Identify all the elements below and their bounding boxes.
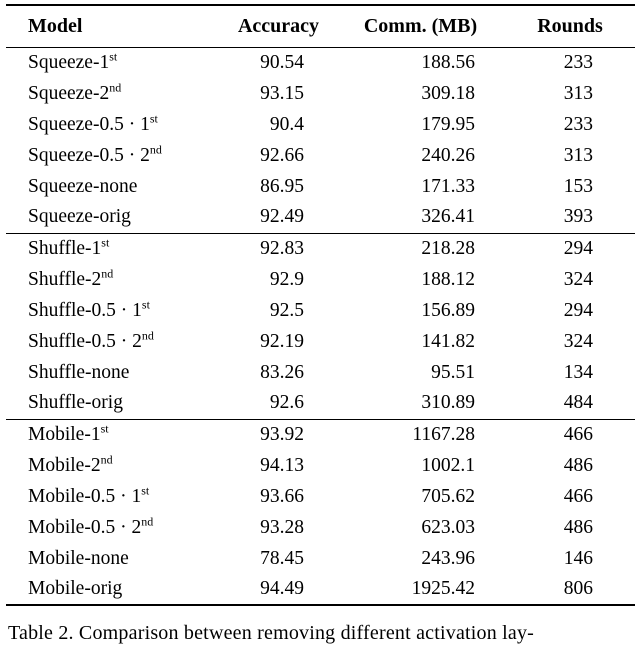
comm-cell: 240.26 bbox=[421, 144, 475, 166]
table-row bbox=[6, 450, 635, 481]
model-cell bbox=[6, 295, 221, 326]
table-row bbox=[6, 78, 635, 109]
accuracy-cell: 86.95 bbox=[260, 175, 304, 197]
comm-cell: 1002.1 bbox=[421, 454, 475, 476]
table-header bbox=[6, 5, 635, 47]
model-name: Shuffle-0.5 · 1 bbox=[28, 299, 142, 321]
accuracy-cell: 94.49 bbox=[260, 578, 304, 599]
rounds-cell: 486 bbox=[563, 454, 593, 476]
ordinal-superscript: st bbox=[100, 421, 109, 436]
model-name: Mobile-0.5 · 1 bbox=[28, 485, 142, 507]
model-cell bbox=[6, 47, 221, 78]
accuracy-cell: 94.13 bbox=[260, 454, 304, 476]
comm-cell: 218.28 bbox=[336, 233, 505, 264]
rounds-cell: 294 bbox=[505, 233, 635, 264]
model-cell bbox=[6, 450, 221, 481]
table-group bbox=[6, 233, 635, 419]
table-row bbox=[6, 543, 635, 574]
accuracy-cell: 92.19 bbox=[260, 330, 304, 352]
header-comm: Comm. (MB) bbox=[336, 5, 505, 47]
table-group bbox=[6, 47, 635, 233]
rounds-cell: 294 bbox=[563, 299, 593, 321]
model-name: Shuffle-none bbox=[28, 361, 130, 383]
model-name: Squeeze-1 bbox=[28, 51, 110, 73]
results-table bbox=[6, 4, 635, 606]
accuracy-cell: 92.9 bbox=[269, 268, 304, 290]
rounds-cell: 313 bbox=[563, 82, 593, 104]
accuracy-cell: 83.26 bbox=[260, 361, 304, 383]
model-cell bbox=[6, 512, 221, 543]
table-row bbox=[6, 388, 635, 419]
table-caption: Table 2. Comparison between removing different activation lay- bbox=[8, 622, 535, 644]
header-model: Model bbox=[6, 5, 221, 47]
model-name: Mobile-orig bbox=[28, 578, 123, 599]
model-cell bbox=[6, 543, 221, 574]
model-cell bbox=[6, 171, 221, 202]
model-name: Shuffle-2 bbox=[28, 268, 102, 290]
model-name: Squeeze-2 bbox=[28, 82, 110, 104]
comm-cell: 141.82 bbox=[421, 330, 475, 352]
ordinal-superscript: nd bbox=[141, 514, 154, 528]
accuracy-cell: 93.92 bbox=[221, 419, 336, 450]
header-row bbox=[6, 5, 635, 47]
model-name: Squeeze-0.5 · 1 bbox=[28, 113, 150, 135]
rounds-cell: 484 bbox=[563, 392, 593, 414]
table-row bbox=[6, 233, 635, 264]
rounds-cell: 324 bbox=[563, 268, 593, 290]
ordinal-superscript: nd bbox=[149, 142, 162, 156]
accuracy-cell: 90.4 bbox=[269, 113, 304, 135]
accuracy-cell: 92.83 bbox=[221, 233, 336, 264]
rounds-cell: 313 bbox=[563, 144, 593, 166]
model-cell bbox=[6, 481, 221, 512]
ordinal-superscript: nd bbox=[100, 452, 113, 466]
rounds-cell: 806 bbox=[563, 578, 593, 599]
model-name: Shuffle-0.5 · 2 bbox=[28, 330, 142, 352]
ordinal-superscript: st bbox=[141, 483, 150, 497]
table-row bbox=[6, 47, 635, 78]
model-name: Squeeze-0.5 · 2 bbox=[28, 144, 150, 166]
ordinal-superscript: st bbox=[101, 235, 110, 250]
model-cell bbox=[6, 357, 221, 388]
header-accuracy: Accuracy bbox=[221, 5, 336, 47]
accuracy-cell: 93.66 bbox=[260, 485, 304, 507]
table-row bbox=[6, 295, 635, 326]
model-name: Shuffle-orig bbox=[28, 392, 123, 414]
accuracy-cell: 90.54 bbox=[260, 51, 304, 73]
accuracy-cell: 93.28 bbox=[260, 516, 304, 538]
table-row bbox=[6, 326, 635, 357]
model-name: Mobile-1 bbox=[28, 423, 101, 445]
comm-cell: 623.03 bbox=[421, 516, 475, 538]
model-cell bbox=[6, 388, 221, 419]
model-cell bbox=[6, 419, 221, 450]
model-cell bbox=[6, 233, 221, 264]
rounds-cell: 486 bbox=[563, 516, 593, 538]
model-cell bbox=[6, 326, 221, 357]
table-row bbox=[6, 109, 635, 140]
ordinal-superscript: nd bbox=[101, 266, 114, 280]
accuracy-cell: 92.5 bbox=[269, 299, 304, 321]
accuracy-cell: 93.15 bbox=[260, 82, 304, 104]
ordinal-superscript: nd bbox=[109, 80, 122, 94]
ordinal-superscript: nd bbox=[141, 328, 154, 342]
table-row bbox=[6, 202, 635, 233]
rounds-cell: 466 bbox=[505, 419, 635, 450]
table-group bbox=[6, 419, 635, 605]
model-cell bbox=[6, 78, 221, 109]
table-row bbox=[6, 264, 635, 295]
accuracy-cell: 92.66 bbox=[260, 144, 304, 166]
ordinal-superscript: st bbox=[149, 111, 158, 125]
comm-cell: 1167.28 bbox=[336, 419, 505, 450]
table-row bbox=[6, 481, 635, 512]
model-name: Squeeze-orig bbox=[28, 206, 131, 228]
table-row bbox=[6, 574, 635, 605]
rounds-cell: 153 bbox=[563, 175, 593, 197]
comm-cell: 188.12 bbox=[421, 268, 475, 290]
comm-cell: 188.56 bbox=[421, 51, 475, 73]
accuracy-cell: 92.49 bbox=[260, 206, 304, 228]
table-row bbox=[6, 357, 635, 388]
comm-cell: 156.89 bbox=[421, 299, 475, 321]
model-name: Mobile-none bbox=[28, 547, 129, 569]
table-row bbox=[6, 419, 635, 450]
rounds-cell: 233 bbox=[563, 113, 593, 135]
rounds-cell: 466 bbox=[563, 485, 593, 507]
rounds-cell: 134 bbox=[563, 361, 593, 383]
rounds-cell: 233 bbox=[563, 51, 593, 73]
table-row bbox=[6, 140, 635, 171]
model-cell bbox=[6, 574, 221, 605]
comm-cell: 243.96 bbox=[421, 547, 475, 569]
comm-cell: 310.89 bbox=[421, 392, 475, 414]
rounds-cell: 324 bbox=[563, 330, 593, 352]
rounds-cell: 146 bbox=[563, 547, 593, 569]
ordinal-superscript: st bbox=[109, 49, 118, 64]
model-name: Squeeze-none bbox=[28, 175, 138, 197]
comm-cell: 95.51 bbox=[431, 361, 475, 383]
comm-cell: 309.18 bbox=[421, 82, 475, 104]
table-row bbox=[6, 171, 635, 202]
model-cell bbox=[6, 140, 221, 171]
comm-cell: 1925.42 bbox=[411, 578, 475, 599]
model-name: Mobile-0.5 · 2 bbox=[28, 516, 142, 538]
comm-cell: 326.41 bbox=[421, 206, 475, 228]
comm-cell: 705.62 bbox=[421, 485, 475, 507]
accuracy-cell: 78.45 bbox=[260, 547, 304, 569]
rounds-cell: 393 bbox=[563, 206, 593, 228]
comm-cell: 179.95 bbox=[421, 113, 475, 135]
table-row bbox=[6, 512, 635, 543]
model-name: Shuffle-1 bbox=[28, 237, 102, 259]
model-cell bbox=[6, 202, 221, 233]
comm-cell: 171.33 bbox=[421, 175, 475, 197]
header-rounds: Rounds bbox=[505, 5, 635, 47]
accuracy-cell: 92.6 bbox=[269, 392, 304, 414]
ordinal-superscript: st bbox=[141, 297, 150, 311]
model-cell bbox=[6, 264, 221, 295]
model-cell bbox=[6, 109, 221, 140]
model-name: Mobile-2 bbox=[28, 454, 101, 476]
